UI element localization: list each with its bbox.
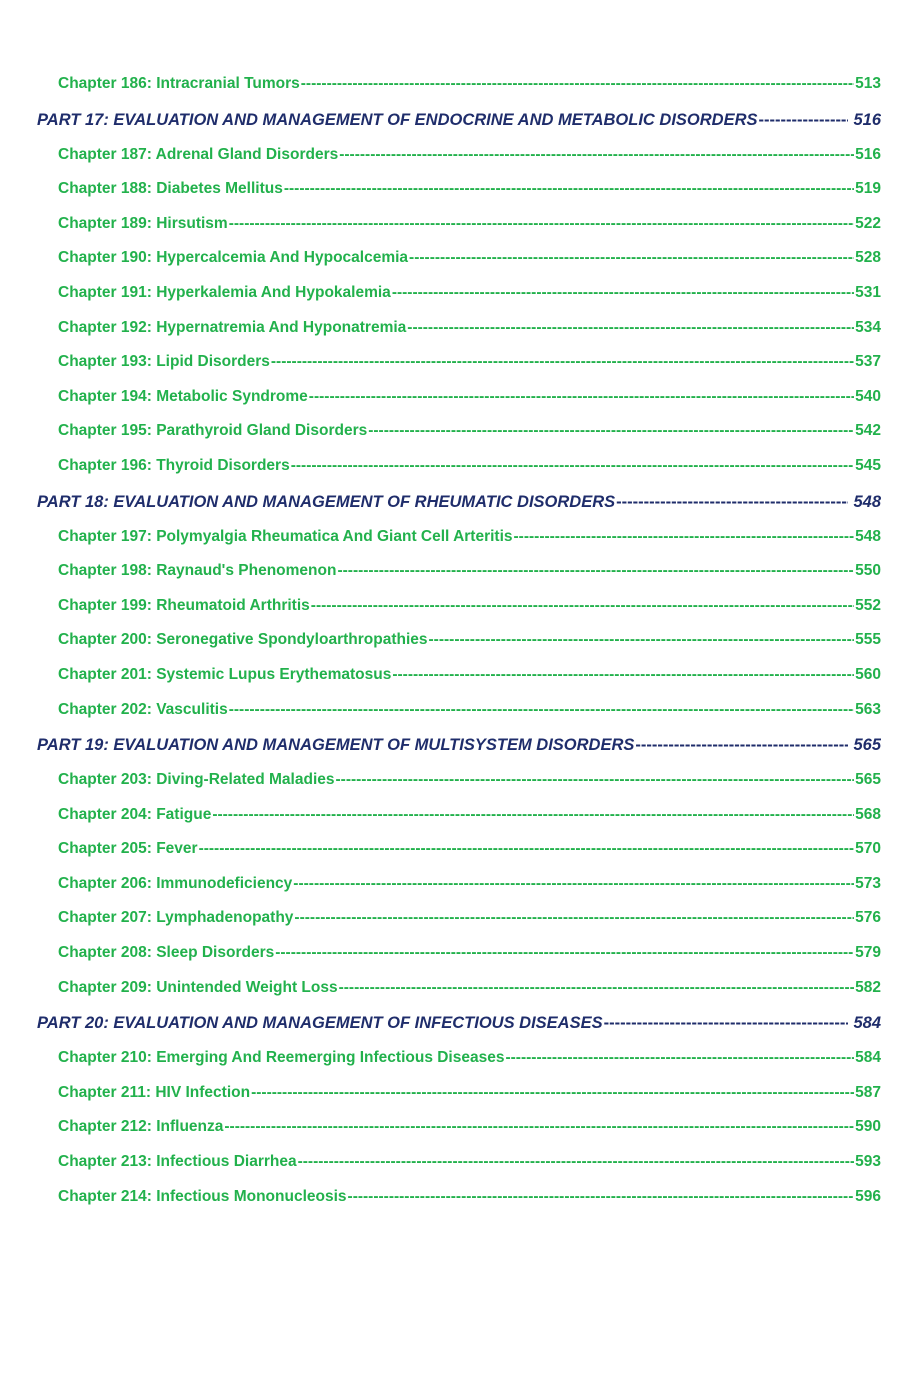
dot-leader <box>339 971 855 1006</box>
dot-leader <box>293 867 854 902</box>
dot-leader <box>514 520 855 555</box>
dot-leader <box>759 102 849 138</box>
toc-chapter-entry[interactable] <box>37 172 881 207</box>
dot-leader <box>229 207 854 242</box>
dot-leader <box>339 138 854 173</box>
page-number: 579 <box>855 944 881 962</box>
page-number: 548 <box>853 492 881 511</box>
page-number: 542 <box>855 422 881 440</box>
toc-chapter-entry[interactable] <box>37 658 881 693</box>
chapter-title: Chapter 198: Raynaud's Phenomenon <box>58 562 337 580</box>
page-number: 519 <box>855 180 881 198</box>
toc-chapter-entry[interactable] <box>37 1041 881 1076</box>
chapter-title: Chapter 189: Hirsutism <box>58 214 228 232</box>
toc-chapter-entry[interactable] <box>37 345 881 380</box>
toc-chapter-entry[interactable] <box>37 380 881 415</box>
toc-chapter-entry[interactable] <box>37 276 881 311</box>
page-number: 587 <box>855 1083 881 1101</box>
toc-chapter-entry[interactable] <box>37 693 881 728</box>
page-number: 568 <box>855 805 881 823</box>
chapter-title: Chapter 191: Hyperkalemia And Hypokalemia <box>58 283 391 301</box>
dot-leader <box>224 1110 854 1145</box>
part-title: PART 17: EVALUATION AND MANAGEMENT OF ENDOCRINE AND METABOLIC DISORDERS <box>37 110 758 129</box>
toc-part-entry[interactable] <box>37 1005 881 1041</box>
page-number: 565 <box>853 736 881 755</box>
chapter-title: Chapter 208: Sleep Disorders <box>58 944 275 962</box>
page-number: 537 <box>855 353 881 371</box>
page-number: 548 <box>855 527 881 545</box>
chapter-title: Chapter 199: Rheumatoid Arthritis <box>58 596 310 614</box>
page-number: 560 <box>855 665 881 683</box>
dot-leader <box>429 623 855 658</box>
toc-chapter-entry[interactable] <box>37 798 881 833</box>
page-number: 555 <box>855 631 881 649</box>
dot-leader <box>309 380 854 415</box>
page-number: 513 <box>855 75 881 92</box>
toc-chapter-entry[interactable] <box>37 414 881 449</box>
chapter-title: Chapter 205: Fever <box>58 840 198 858</box>
toc-chapter-entry[interactable] <box>37 763 881 798</box>
chapter-title: Chapter 187: Adrenal Gland Disorders <box>58 145 339 163</box>
dot-leader <box>284 172 854 207</box>
toc-chapter-entry[interactable] <box>37 1180 881 1215</box>
dot-leader <box>251 1076 854 1111</box>
toc-chapter-entry[interactable] <box>37 623 881 658</box>
toc-chapter-entry[interactable] <box>37 867 881 902</box>
page-number: 590 <box>855 1118 881 1136</box>
toc-chapter-entry[interactable] <box>37 971 881 1006</box>
toc-part-entry[interactable] <box>37 484 881 520</box>
toc-chapter-entry[interactable] <box>37 1145 881 1180</box>
dot-leader <box>616 484 848 520</box>
chapter-title: Chapter 206: Immunodeficiency <box>58 874 293 892</box>
chapter-title: Chapter 204: Fatigue <box>58 805 212 823</box>
toc-chapter-entry[interactable] <box>37 1110 881 1145</box>
page-number: 516 <box>853 110 881 129</box>
dot-leader <box>294 901 854 936</box>
chapter-title: Chapter 197: Polymyalgia Rheumatica And Giant Cell Arteritis <box>58 527 513 545</box>
page-number: 522 <box>855 214 881 232</box>
dot-leader <box>348 1180 855 1215</box>
chapter-title: Chapter 203: Diving-Related Maladies <box>58 771 335 789</box>
part-title: PART 18: EVALUATION AND MANAGEMENT OF RHEUMATIC DISORDERS <box>37 492 616 511</box>
toc-chapter-entry[interactable] <box>37 207 881 242</box>
page-number: 563 <box>855 700 881 718</box>
dot-leader <box>311 589 854 624</box>
page-number: 516 <box>855 145 881 163</box>
toc-chapter-entry[interactable] <box>37 520 881 555</box>
toc-chapter-entry[interactable] <box>37 449 881 484</box>
page-number: 593 <box>855 1153 881 1171</box>
dot-leader <box>392 276 854 311</box>
toc-chapter-entry[interactable] <box>37 138 881 173</box>
dot-leader <box>368 414 854 449</box>
dot-leader <box>604 1005 849 1041</box>
dot-leader <box>407 311 854 346</box>
chapter-title: Chapter 210: Emerging And Reemerging Infectious Diseases <box>58 1049 505 1067</box>
dot-leader <box>392 658 854 693</box>
chapter-title: Chapter 214: Infectious Mononucleosis <box>58 1187 347 1205</box>
dot-leader <box>271 345 854 380</box>
dot-leader <box>635 727 848 763</box>
page-number: 584 <box>853 1014 881 1033</box>
chapter-title: Chapter 186: Intracranial Tumors <box>58 75 300 92</box>
chapter-title: Chapter 202: Vasculitis <box>58 700 228 718</box>
chapter-title: Chapter 209: Unintended Weight Loss <box>58 978 338 996</box>
page-number: 531 <box>855 283 881 301</box>
dot-leader <box>229 693 854 728</box>
chapter-title: Chapter 211: HIV Infection <box>58 1083 251 1101</box>
toc-chapter-entry[interactable] <box>37 589 881 624</box>
page-number: 540 <box>855 387 881 405</box>
page-number: 545 <box>855 456 881 474</box>
toc-chapter-entry[interactable] <box>37 67 881 102</box>
toc-chapter-entry[interactable] <box>37 311 881 346</box>
chapter-title: Chapter 201: Systemic Lupus Erythematosus <box>58 665 392 683</box>
dot-leader <box>275 936 854 971</box>
dot-leader <box>298 1145 855 1180</box>
toc-chapter-entry[interactable] <box>37 901 881 936</box>
page-number: 528 <box>855 249 881 267</box>
toc-chapter-entry[interactable] <box>37 832 881 867</box>
dot-leader <box>199 832 855 867</box>
chapter-title: Chapter 196: Thyroid Disorders <box>58 456 290 474</box>
dot-leader <box>409 241 854 276</box>
chapter-title: Chapter 195: Parathyroid Gland Disorders <box>58 422 368 440</box>
page-number: 565 <box>855 771 881 789</box>
dot-leader <box>336 763 855 798</box>
part-title: PART 20: EVALUATION AND MANAGEMENT OF INFECTIOUS DISEASES <box>37 1014 603 1033</box>
chapter-title: Chapter 200: Seronegative Spondyloarthropathies <box>58 631 428 649</box>
chapter-title: Chapter 190: Hypercalcemia And Hypocalcemia <box>58 249 409 267</box>
toc-part-entry[interactable] <box>37 727 881 763</box>
page-number: 584 <box>855 1049 881 1067</box>
dot-leader <box>212 798 854 833</box>
toc-part-entry[interactable] <box>37 102 881 138</box>
page-number: 596 <box>855 1187 881 1205</box>
chapter-title: Chapter 212: Influenza <box>58 1118 224 1136</box>
chapter-title: Chapter 188: Diabetes Mellitus <box>58 180 283 198</box>
toc-chapter-entry[interactable] <box>37 241 881 276</box>
chapter-title: Chapter 193: Lipid Disorders <box>58 353 270 371</box>
page-number: 552 <box>855 596 881 614</box>
chapter-title: Chapter 192: Hypernatremia And Hyponatremia <box>58 318 407 336</box>
dot-leader <box>505 1041 854 1076</box>
chapter-title: Chapter 194: Metabolic Syndrome <box>58 387 308 405</box>
page-number: 576 <box>855 909 881 927</box>
part-title: PART 19: EVALUATION AND MANAGEMENT OF MULTISYSTEM DISORDERS <box>37 736 635 755</box>
toc-chapter-entry[interactable] <box>37 554 881 589</box>
toc-chapter-entry[interactable] <box>37 936 881 971</box>
dot-leader <box>291 449 854 484</box>
chapter-title: Chapter 207: Lymphadenopathy <box>58 909 294 927</box>
page-number: 570 <box>855 840 881 858</box>
page-number: 573 <box>855 874 881 892</box>
table-of-contents <box>37 67 881 1214</box>
chapter-title: Chapter 213: Infectious Diarrhea <box>58 1153 297 1171</box>
page-number: 582 <box>855 978 881 996</box>
toc-chapter-entry[interactable] <box>37 1076 881 1111</box>
page-number: 550 <box>855 562 881 580</box>
dot-leader <box>337 554 854 589</box>
dot-leader <box>301 67 854 102</box>
page-number: 534 <box>855 318 881 336</box>
